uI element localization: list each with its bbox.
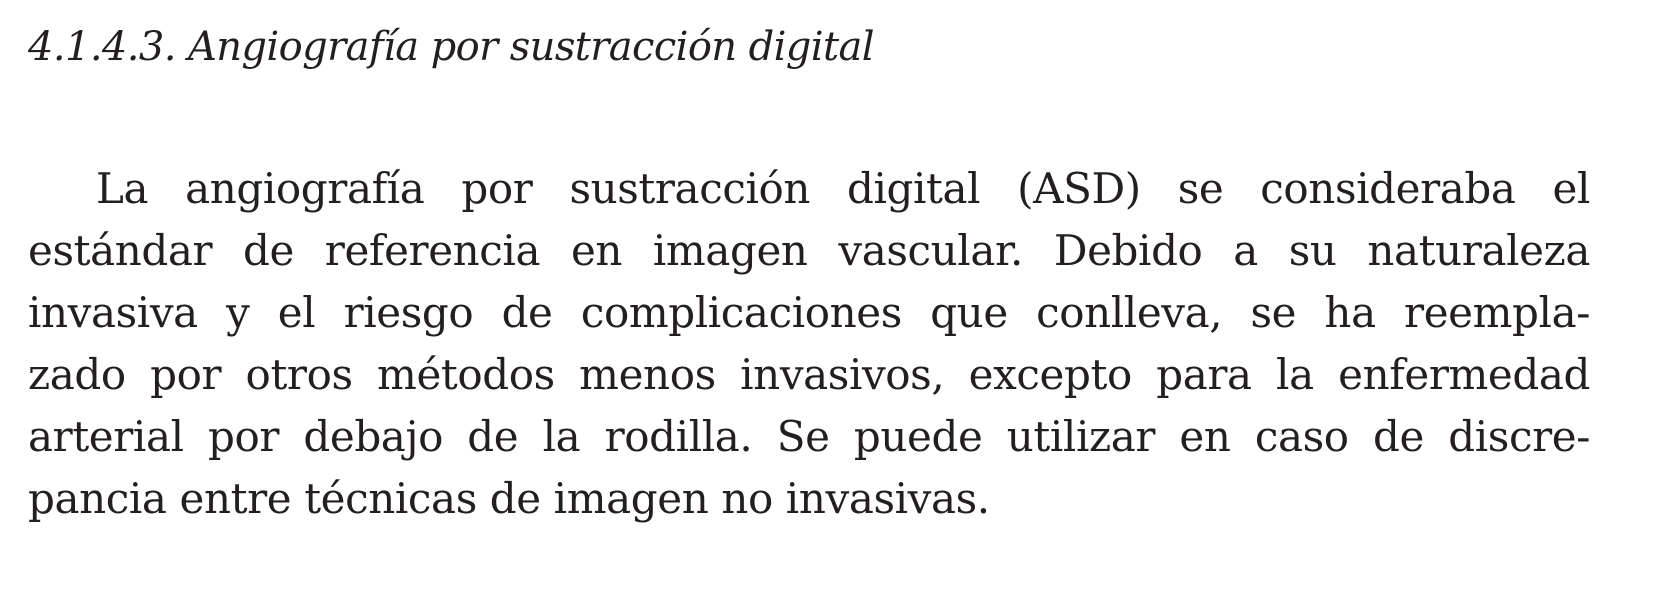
body-paragraph [28, 158, 1590, 530]
paragraph-line: arterial por debajo de la rodilla. Se puede utilizar en caso de discre- [28, 412, 1590, 461]
paragraph-line: pancia entre técnicas de imagen no invasivas. [28, 474, 990, 523]
section-heading: 4.1.4.3. Angiografía por sustracción digital [28, 24, 874, 70]
paragraph-line: estándar de referencia en imagen vascular. Debido a su naturaleza [28, 226, 1590, 275]
paragraph-line: zado por otros métodos menos invasivos, excepto para la enfermedad [28, 350, 1590, 399]
paragraph-line: invasiva y el riesgo de complicaciones que conlleva, se ha reempla- [28, 288, 1590, 337]
paragraph-line: La angiografía por sustracción digital (ASD) se consideraba el [96, 164, 1590, 213]
document-section [28, 18, 1618, 523]
